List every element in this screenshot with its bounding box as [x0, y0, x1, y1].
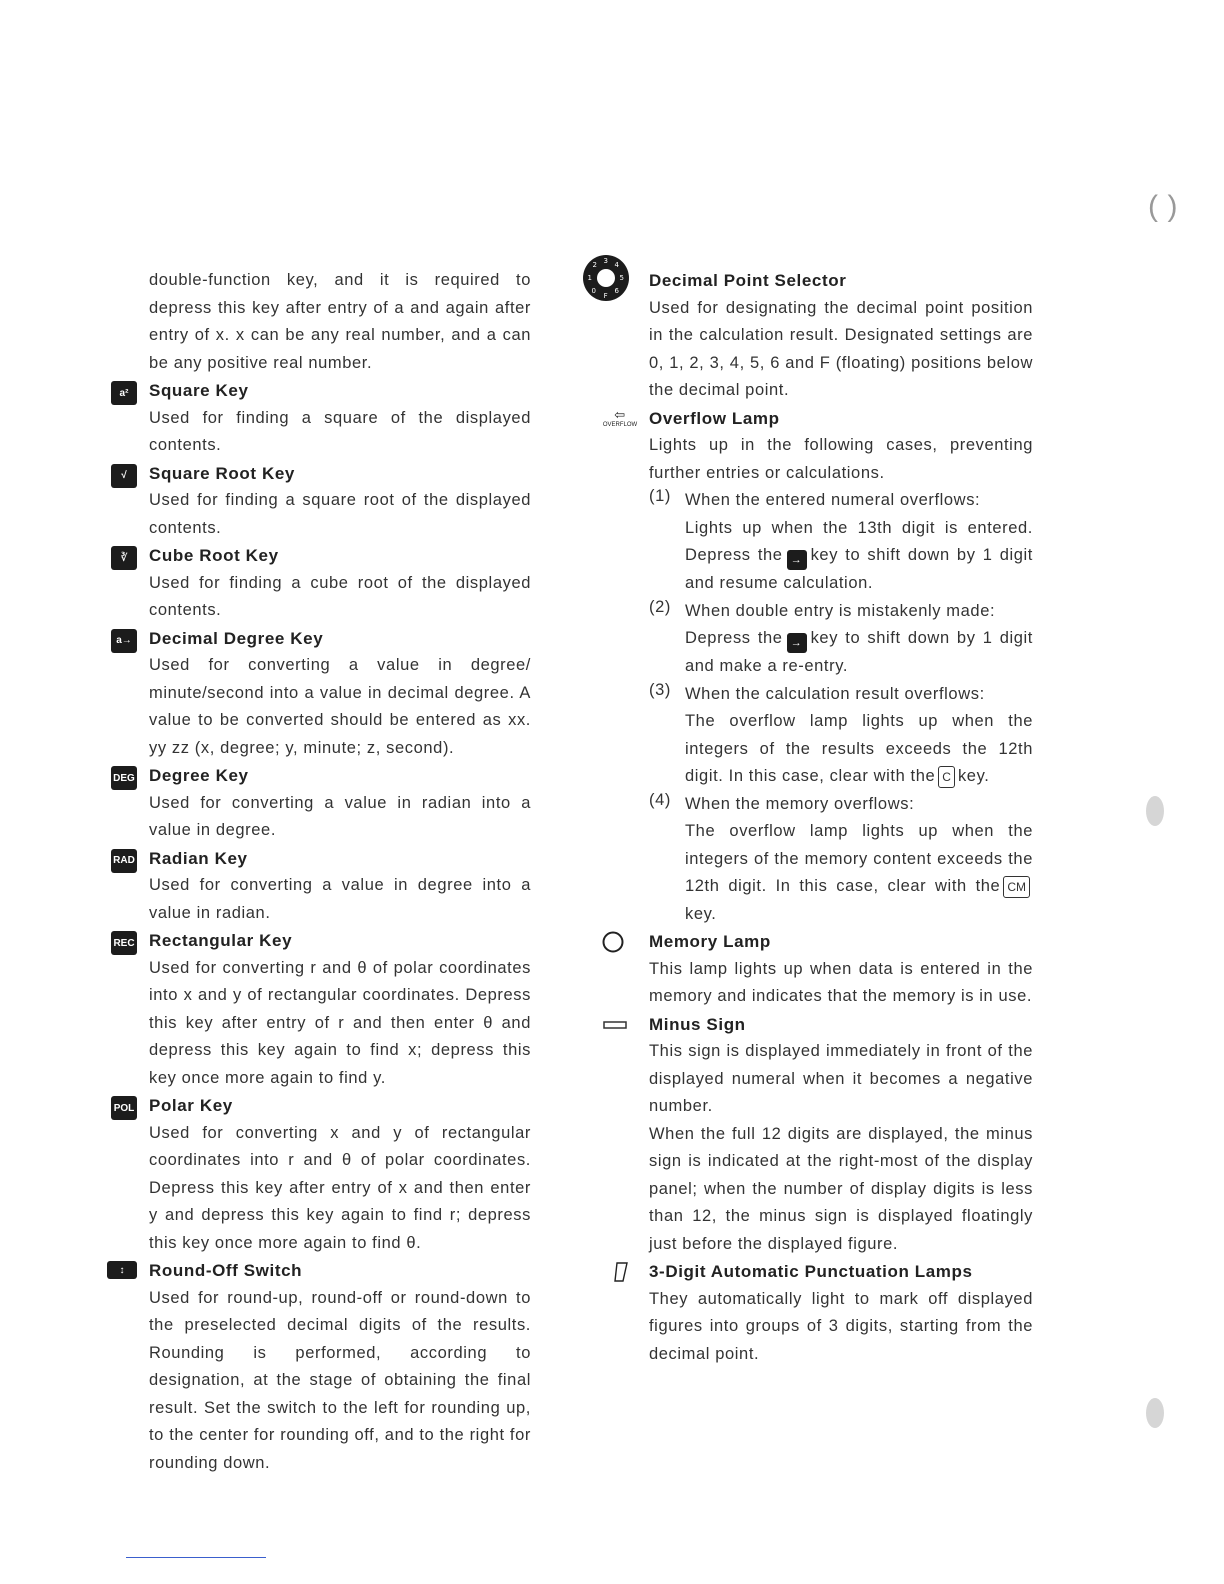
dial-icon	[582, 254, 630, 302]
entry-cube-root-key	[120, 542, 531, 625]
decimal-degree-key-icon: a→	[111, 629, 137, 653]
overflow-lamp-icon	[597, 404, 643, 434]
memory-lamp-icon	[602, 931, 624, 953]
binding-hole-icon	[1146, 796, 1164, 826]
binding-hole-icon	[1146, 1398, 1164, 1428]
svg-text:3: 3	[603, 257, 609, 265]
case-heading: When the calculation result overflows:	[685, 684, 985, 703]
minus-sign-icon	[603, 1020, 627, 1030]
entry-title: Radian Key	[149, 848, 248, 868]
entry-title: Overflow Lamp	[649, 408, 780, 428]
case-heading: When double entry is mistakenly made:	[685, 601, 996, 620]
entry-title: Square Key	[149, 381, 249, 400]
case-number: (2)	[649, 597, 671, 616]
intro-paragraph: double-function key, and it is required to depress this key after entry of a and again after entry of x. x can be any real number, and a can be any positive real number.	[149, 271, 531, 372]
svg-text:F: F	[603, 292, 609, 300]
right-column	[587, 257, 1033, 1368]
case-text: The overflow lamp lights up when the integers of the results exceeds the 12th digit. In this case, clear with the C key.	[685, 708, 1033, 791]
entry-radian-key	[113, 845, 531, 928]
entry-punctuation-lamps	[649, 1258, 1033, 1368]
entry-body: Used for converting r and θ of polar coordinates into x and y of rectangular coordinates. Depress this key after entry of r and then enter θ and depress this key again to find x; depress this key once more again to find y.	[149, 958, 531, 1087]
entry-body: Used for converting x and y of rectangular coordinates into r and θ of polar coordinates. Depress this key after entry of x and then enter y and depress this key again to find r; depress this key once more again to find θ.	[149, 1123, 531, 1252]
svg-text:4: 4	[614, 261, 620, 269]
svg-text:1: 1	[587, 274, 593, 282]
entry-title: Memory Lamp	[649, 932, 771, 951]
entry-body: Used for finding a square root of the displayed contents.	[149, 491, 531, 537]
punctuation-lamp-icon	[613, 1261, 629, 1283]
entry-body: Used for converting a value in degree into a value in radian.	[149, 876, 531, 922]
entry-title: Minus Sign	[649, 1014, 746, 1034]
entry-body: When the full 12 digits are displayed, the minus sign is indicated at the right-most of the display panel; when the number of display digits is less than 12, the minus sign is displayed floatingly just before the displayed figure.	[649, 1124, 1033, 1253]
entry-body: This sign is displayed immediately in front of the displayed numeral when it becomes a negative number.	[649, 1042, 1033, 1115]
entry-title: Polar Key	[149, 1096, 233, 1115]
entry-body: Used for finding a cube root of the displayed contents.	[149, 573, 531, 619]
entry-rectangular-key	[113, 927, 531, 1092]
case-text: Depress the → key to shift down by 1 digit and make a re-entry.	[685, 629, 1033, 675]
case-text: The overflow lamp lights up when the integers of the memory content exceeds the 12th digit. In this case, clear with the CMkey.	[685, 822, 1033, 923]
round-off-switch-icon: ↕	[107, 1261, 137, 1279]
degree-key-icon: DEG	[111, 766, 137, 790]
shift-key-icon: →	[787, 633, 807, 653]
clear-key-icon: C	[938, 766, 955, 788]
entry-decimal-degree-key	[116, 625, 531, 763]
entry-square-root-key	[121, 460, 531, 543]
entry-title: Decimal Degree Key	[149, 628, 324, 648]
entry-decimal-point-selector	[587, 257, 1033, 405]
entry-title: Round-Off Switch	[149, 1261, 303, 1280]
square-key-icon: a²	[111, 381, 137, 405]
radian-key-icon: RAD	[111, 849, 137, 873]
entry-body: Used for designating the decimal point position in the calculation result. Designated settings are 0, 1, 2, 3, 4, 5, 6 and F (floating) positions below the decimal point.	[649, 298, 1033, 399]
overflow-case-2	[649, 598, 1033, 681]
rectangular-key-icon: REC	[111, 931, 137, 955]
entry-round-off-switch	[119, 1257, 531, 1477]
case-heading: When the memory overflows:	[685, 794, 915, 813]
entry-body: Used for finding a square of the displayed contents.	[149, 408, 531, 454]
cube-root-key-icon: ∛	[111, 546, 137, 570]
case-number: (3)	[649, 680, 671, 699]
entry-title: Cube Root Key	[149, 546, 279, 565]
entry-body: Lights up in the following cases, preventing further entries or calculations.	[649, 436, 1033, 482]
shift-key-icon: →	[787, 550, 807, 570]
left-column	[113, 267, 531, 1477]
overflow-case-4	[649, 791, 1033, 929]
case-number: (1)	[649, 487, 671, 505]
entry-body: Used for round-up, round-off or round-down to the preselected decimal digits of the results. Rounding is performed, according to designation, at the stage of obtaining the final result. Set the switch to the left for rounding up, to the center for rounding off, and to the right for rounding down.	[149, 1288, 531, 1472]
polar-key-icon: POL	[111, 1096, 137, 1120]
clear-memory-key-icon: CM	[1003, 876, 1030, 898]
overflow-case-1	[649, 487, 1033, 598]
overflow-label: OVERFLOW	[602, 422, 638, 428]
case-text: Lights up when the 13th digit is entered. Depress the → key to shift down by 1 digit and resume calculation.	[685, 518, 1033, 592]
svg-text:6: 6	[614, 287, 620, 295]
square-root-key-icon: √	[111, 464, 137, 488]
entry-title: Rectangular Key	[149, 931, 293, 950]
arrow-left-icon: ⇦	[614, 407, 626, 422]
entry-overflow-lamp	[602, 405, 1033, 929]
entry-title: Decimal Point Selector	[649, 271, 847, 290]
entry-body: Used for converting a value in radian into a value in degree.	[149, 793, 531, 839]
entry-body: This lamp lights up when data is entered in the memory and indicates that the memory is in use.	[649, 959, 1033, 1005]
svg-text:5: 5	[619, 274, 625, 282]
entry-body: They automatically light to mark off displayed figures into groups of 3 digits, starting from the decimal point.	[649, 1289, 1033, 1363]
entry-title: Square Root Key	[149, 463, 295, 483]
entry-memory-lamp	[649, 928, 1033, 1011]
entry-body: Used for converting a value in degree/ minute/second into a value in decimal degree. A value to be converted should be entered as xx. yy zz (x, degree; y, minute; z, second).	[149, 656, 531, 757]
entry-title: Degree Key	[149, 766, 249, 785]
svg-text:0: 0	[591, 287, 597, 295]
svg-text:2: 2	[592, 261, 598, 269]
case-heading: When the entered numeral overflows:	[685, 491, 981, 509]
footer-rule	[126, 1557, 266, 1558]
case-number: (4)	[649, 790, 671, 809]
entry-minus-sign	[649, 1011, 1033, 1259]
entry-degree-key	[113, 762, 531, 845]
entry-title: 3-Digit Automatic Punctuation Lamps	[649, 1262, 973, 1281]
overflow-case-3	[649, 681, 1033, 791]
scan-artifact-icon: ( )	[1148, 190, 1179, 223]
entry-square-key	[119, 377, 531, 460]
entry-polar-key	[113, 1092, 531, 1257]
